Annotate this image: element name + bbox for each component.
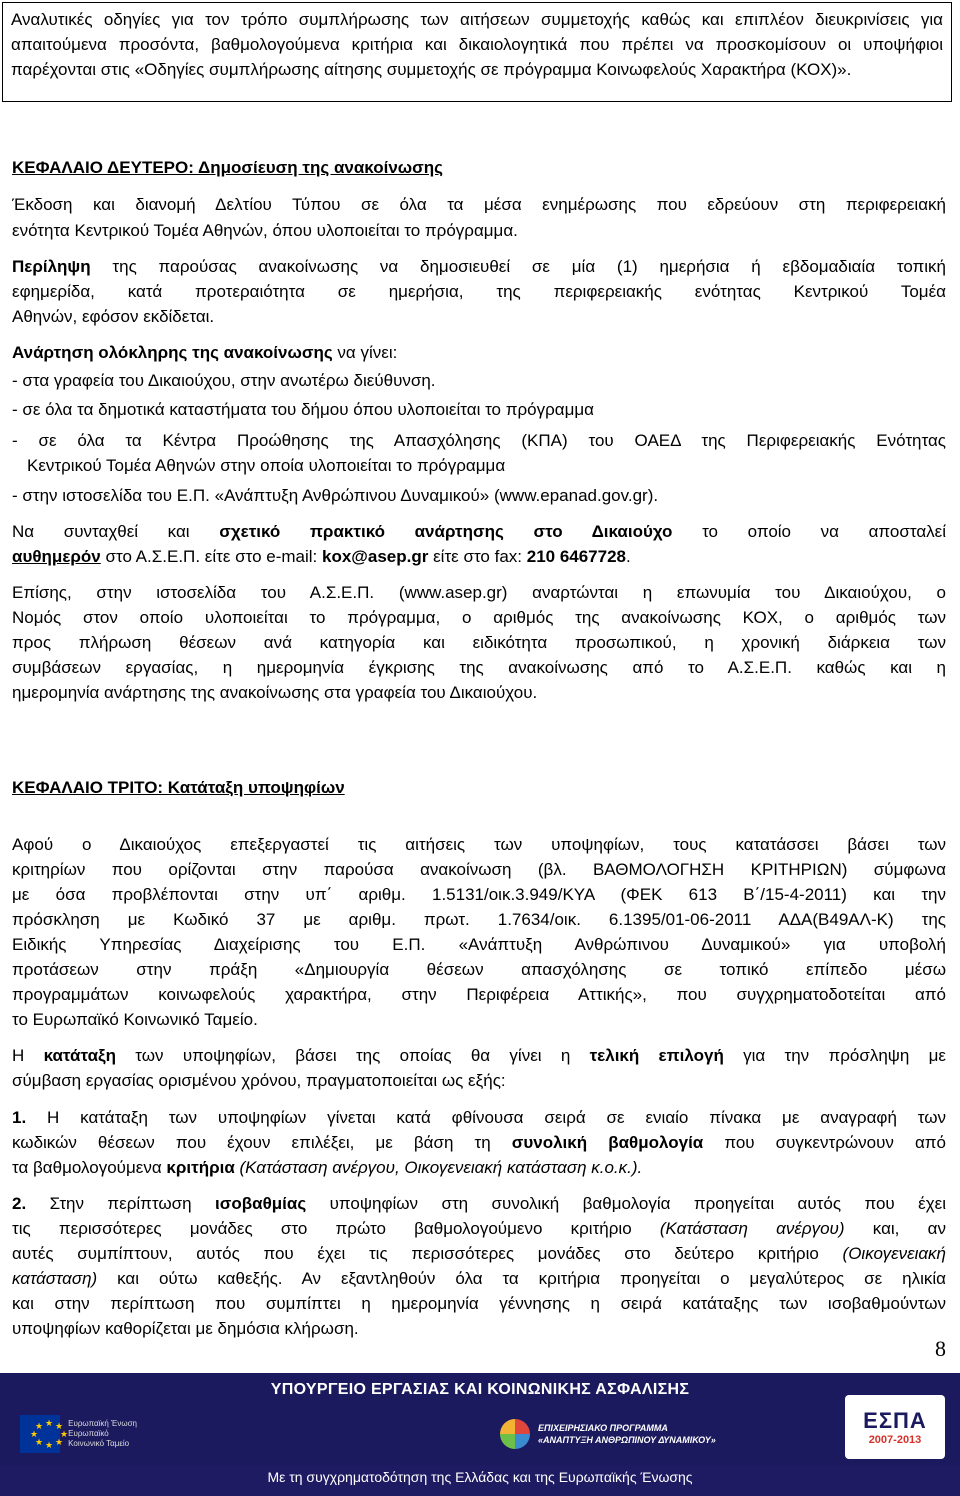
ranking-term: κατάταξη (43, 1046, 117, 1065)
p4-text-b: το οποίο να αποσταλεί (672, 522, 947, 541)
cofunding-tagline: Με τη συγχρηματοδότηση της Ελλάδας και της Ευρωπαϊκής Ένωσης (267, 1469, 693, 1485)
epanad-line2: «ΑΝΑΠΤΥΞΗ ΑΝΘΡΩΠΙΝΟΥ ΔΥΝΑΜΙΚΟΥ» (538, 1435, 716, 1445)
rule1-line3 (12, 1156, 946, 1180)
chapter3-p1-line5: Ειδικής Υπηρεσίας Διαχείρισης του Ε.Π. «Ανάπτυξη Ανθρώπινου Δυναμικού» για υποβολή (12, 935, 946, 954)
rule1-l3-c: (Κατάσταση ανέργου, Οικογενειακή κατάσταση κ.ο.κ.). (234, 1158, 643, 1177)
rule2-l2-a: τις περισσότερες μονάδες στο πρώτο βαθμολογούμενο κριτήριο (12, 1219, 660, 1238)
chapter2-p5-line3: προς πλήρωση θέσεων ανά κατηγορία και ειδικότητα προσωπικού, η χρονική διάρκεια των (12, 633, 946, 652)
eu-label: Ευρωπαϊκή Ένωση (68, 1419, 137, 1428)
same-day-term: αυθημερόν (12, 547, 101, 566)
total-score-term: συνολική βαθμολογία (511, 1133, 704, 1152)
rule2-line6: υποψηφίων καθορίζεται με δημόσια κλήρωση. (12, 1319, 359, 1338)
eu-sub: Ευρωπαϊκό Κοινωνικό Ταμείο (68, 1429, 130, 1448)
rule2-l2-c: και, αν (844, 1219, 946, 1238)
list-item: - στα γραφεία του Δικαιούχου, στην ανωτέρω διεύθυνση. (12, 371, 436, 390)
rule2-l4-a: κατάσταση) (12, 1269, 98, 1288)
chapter2-p5-line1: Επίσης, στην ιστοσελίδα του Α.Σ.Ε.Π. (www.asep.gr) αναρτώνται η επωνυμία του Δικαιούχου, ο (12, 583, 946, 602)
rule1-number: 1. (12, 1108, 27, 1127)
final-selection-term: τελική επιλογή (589, 1046, 724, 1065)
chapter2-p2-line1 (12, 255, 946, 279)
p4-bold: σχετικό πρακτικό ανάρτησης στο Δικαιούχο (219, 522, 673, 541)
p4-text-a: Να συνταχθεί και (12, 522, 220, 541)
rule2-line4 (12, 1267, 946, 1291)
chapter2-p2-line2: εφημερίδα, κατά προτεραιότητα σε ημερήσια, της περιφερειακής ενότητας Κεντρικού Τομέα (12, 282, 946, 301)
tie-term: ισοβαθμίας (215, 1194, 307, 1213)
list-item: - σε όλα τα Κέντρα Προώθησης της Απασχόλησης (ΚΠΑ) του ΟΑΕΔ της Περιφερειακής Ενότητας (12, 431, 946, 450)
footer-logos (0, 1373, 960, 1465)
criteria-term: κριτήρια (166, 1158, 235, 1177)
summary-term: Περίληψη (12, 257, 91, 276)
email-address: kox@asep.gr (322, 547, 429, 566)
rule1-l2-a: κωδικών θέσεων που έχουν επιλέξει, με βάση τη (12, 1133, 512, 1152)
chapter2-p2-line3: Αθηνών, εφόσον εκδίδεται. (12, 307, 215, 326)
p2-text-b: των υποψηφίων, βάσει της οποίας θα γίνει η (116, 1046, 590, 1065)
espa-label: ΕΣΠΑ (863, 1408, 927, 1433)
espa-years: 2007-2013 (868, 1434, 922, 1446)
rule1-text: Η κατάταξη των υποψηφίων γίνεται κατά φθίνουσα σειρά σε ενιαίο πίνακα με αναγραφή των (26, 1108, 946, 1127)
chapter3-p1-line4: πρόσκληση με Κωδικό 37 με αριθμ. πρωτ. 1.7634/οικ. 6.1395/01-06-2011 ΑΔΑ(Β49ΑΛ-Κ) της (12, 910, 946, 929)
chapter3-p2-line2: σύμβαση εργασίας ορισμένου χρόνου, πραγματοποιείται ως εξής: (12, 1071, 506, 1090)
p4-end: . (626, 547, 631, 566)
rule2-l1-a: Στην περίπτωση (26, 1194, 216, 1213)
eu-flag-icon: ★ ★ ★ ★ ★ ★ ★ ★ (20, 1415, 60, 1453)
rule1-line2 (12, 1131, 946, 1155)
p2-text-c: για την πρόσληψη με (723, 1046, 947, 1065)
eu-text (68, 1419, 140, 1449)
rule2-number: 2. (12, 1194, 27, 1213)
list-item: - στην ιστοσελίδα του Ε.Π. «Ανάπτυξη Ανθρώπινου Δυναμικού» (www.epanad.gov.gr). (12, 486, 659, 505)
chapter2-heading: ΚΕΦΑΛΑΙΟ ΔΕΥΤΕΡΟ: Δημοσίευση της ανακοίνωσης (12, 158, 444, 177)
rule2-l2-b: (Κατάσταση ανέργου) (659, 1219, 845, 1238)
posting-rest: να γίνει: (332, 343, 398, 362)
epanad-text (538, 1422, 716, 1446)
chapter3-p1-line8: το Ευρωπαϊκό Κοινωνικό Ταμείο. (12, 1010, 258, 1029)
rule2-l4-b: και ούτω καθεξής. Αν εξαντληθούν όλα τα κριτήρια προηγείται ο μεγαλύτερος σε ηλικία (97, 1269, 946, 1288)
chapter2-p1-line1: Έκδοση και διανομή Δελτίου Τύπου σε όλα τα μέσα ενημέρωσης που εδρεύουν στη περιφερειακή (12, 195, 946, 214)
list-item-continuation: Κεντρικού Τομέα Αθηνών στην οποία υλοποιείται το πρόγραμμα (27, 456, 506, 475)
espa-logo (845, 1395, 945, 1459)
chapter3-p1-line1: Αφού ο Δικαιούχος επεξεργαστεί τις αιτήσεις των υποψηφίων, τους κατατάσσει βάσει των (12, 835, 946, 854)
rule2-line2 (12, 1217, 946, 1241)
chapter2-p5-line5: ημερομηνία ανάρτησης της ανακοίνωσης στα γραφεία του Δικαιούχου. (12, 683, 538, 702)
list-item: - σε όλα τα δημοτικά καταστήματα του δήμου όπου υλοποιείται το πρόγραμμα (12, 400, 594, 419)
rule2-line1 (12, 1192, 946, 1216)
epanad-logo (500, 1411, 720, 1457)
intro-text: Αναλυτικές οδηγίες για τον τρόπο συμπλήρωσης των αιτήσεων συμμετοχής καθώς και επιπλέον διευκρινίσεις για απαιτούμενα προσόντα, βαθμολογούμενα κριτήρια και δικαιολογητικά που πρέπει να προσκομίσουν οι υποψήφιοι παρέχονται στις «Οδηγίες συμπλήρωσης αίτησης συμμετοχής σε πρόγραμμα Κοινωφελούς Χαρακτήρα (ΚΟΧ)». (11, 10, 943, 79)
page-number: 8 (935, 1336, 946, 1361)
epanad-emblem-icon (500, 1419, 530, 1449)
posting-term: Ανάρτηση ολόκληρης της ανακοίνωσης (12, 343, 333, 362)
ministry-name: ΥΠΟΥΡΓΕΙΟ ΕΡΓΑΣΙΑΣ ΚΑΙ ΚΟΙΝΩΝΙΚΗΣ ΑΣΦΑΛΙΣΗΣ (270, 1381, 690, 1398)
chapter2-p2-text: της παρούσας ανακοίνωσης να δημοσιευθεί σε μία (1) ημερήσια ή εβδομαδιαία τοπική (90, 257, 946, 276)
chapter2-p4-line1 (12, 520, 946, 544)
chapter2-p1-line2: ενότητα Κεντρικού Τομέα Αθηνών, όπου υλοποιείται το πρόγραμμα. (12, 221, 518, 240)
rule2-l3-b: (Οικογενειακή (842, 1244, 946, 1263)
chapter3-p1-line2: κριτηρίων που ορίζονται στην παρούσα ανακοίνωση (βλ. ΒΑΘΜΟΛΟΓΗΣΗ ΚΡΙΤΗΡΙΩΝ) σύμφωνα (12, 860, 946, 879)
eu-logo (20, 1411, 140, 1457)
footer-banner (0, 1373, 960, 1496)
chapter2-p5-line4: συμβάσεων εργασίας, η ημερομηνία έγκρισης της ανακοίνωσης από το Α.Σ.Ε.Π. καθώς και η (12, 658, 946, 677)
p4-text-c: στο Α.Σ.Ε.Π. είτε στο e-mail: (100, 547, 323, 566)
p2-text-a: Η (12, 1046, 44, 1065)
chapter3-p1-line7: προγραμμάτων κοινωφελούς χαρακτήρα, στην Περιφέρεια Αττικής», που συγχρηματοδοτείται από (12, 985, 946, 1004)
intro-box (2, 2, 952, 102)
rule2-l3-a: αυτές συμπίπτουν, αυτός που έχει τις περισσότερες μονάδες στο δεύτερο κριτήριο (12, 1244, 843, 1263)
rule2-l1-c: υποψηφίων στη συνολική βαθμολογία προηγείται αυτός που έχει (306, 1194, 946, 1213)
chapter3-heading: ΚΕΦΑΛΑΙΟ ΤΡΙΤΟ: Κατάταξη υποψηφίων (12, 778, 345, 797)
rule1-l2-c: που συγκεντρώνουν από (703, 1133, 946, 1152)
rule1-line1 (12, 1106, 946, 1130)
epanad-line1: ΕΠΙΧΕΙΡΗΣΙΑΚΟ ΠΡΟΓΡΑΜΜΑ (538, 1423, 668, 1433)
rule2-line5: και στην περίπτωση που συμπίπτει η ημερομηνία γέννησης η σειρά κατάταξης των ισοβαθμούντων (12, 1294, 946, 1313)
chapter3-p1-line3: με όσα προβλέπονται στην υπ΄ αριθμ. 1.5131/οικ.3.949/ΚΥΑ (ΦΕΚ 613 Β΄/15-4-2011) και την (12, 885, 946, 904)
chapter2-p3 (12, 341, 946, 365)
chapter2-p4-line2 (12, 545, 946, 569)
rule1-l3-a: τα βαθμολογούμενα (12, 1158, 167, 1177)
chapter3-p1-line6: προτάσεων στην πράξη «Δημιουργία θέσεων απασχόλησης σε τοπικό επίπεδο μέσω (12, 960, 946, 979)
fax-number: 210 6467728 (526, 547, 627, 566)
chapter3-p2-line1 (12, 1044, 946, 1068)
chapter2-p5-line2: Νομός στον οποίο υλοποιείται το πρόγραμμα, ο αριθμός της ανακοίνωσης ΚΟΧ, ο αριθμός των (12, 608, 946, 627)
rule2-line3 (12, 1242, 946, 1266)
p4-text-d: είτε στο fax: (428, 547, 527, 566)
